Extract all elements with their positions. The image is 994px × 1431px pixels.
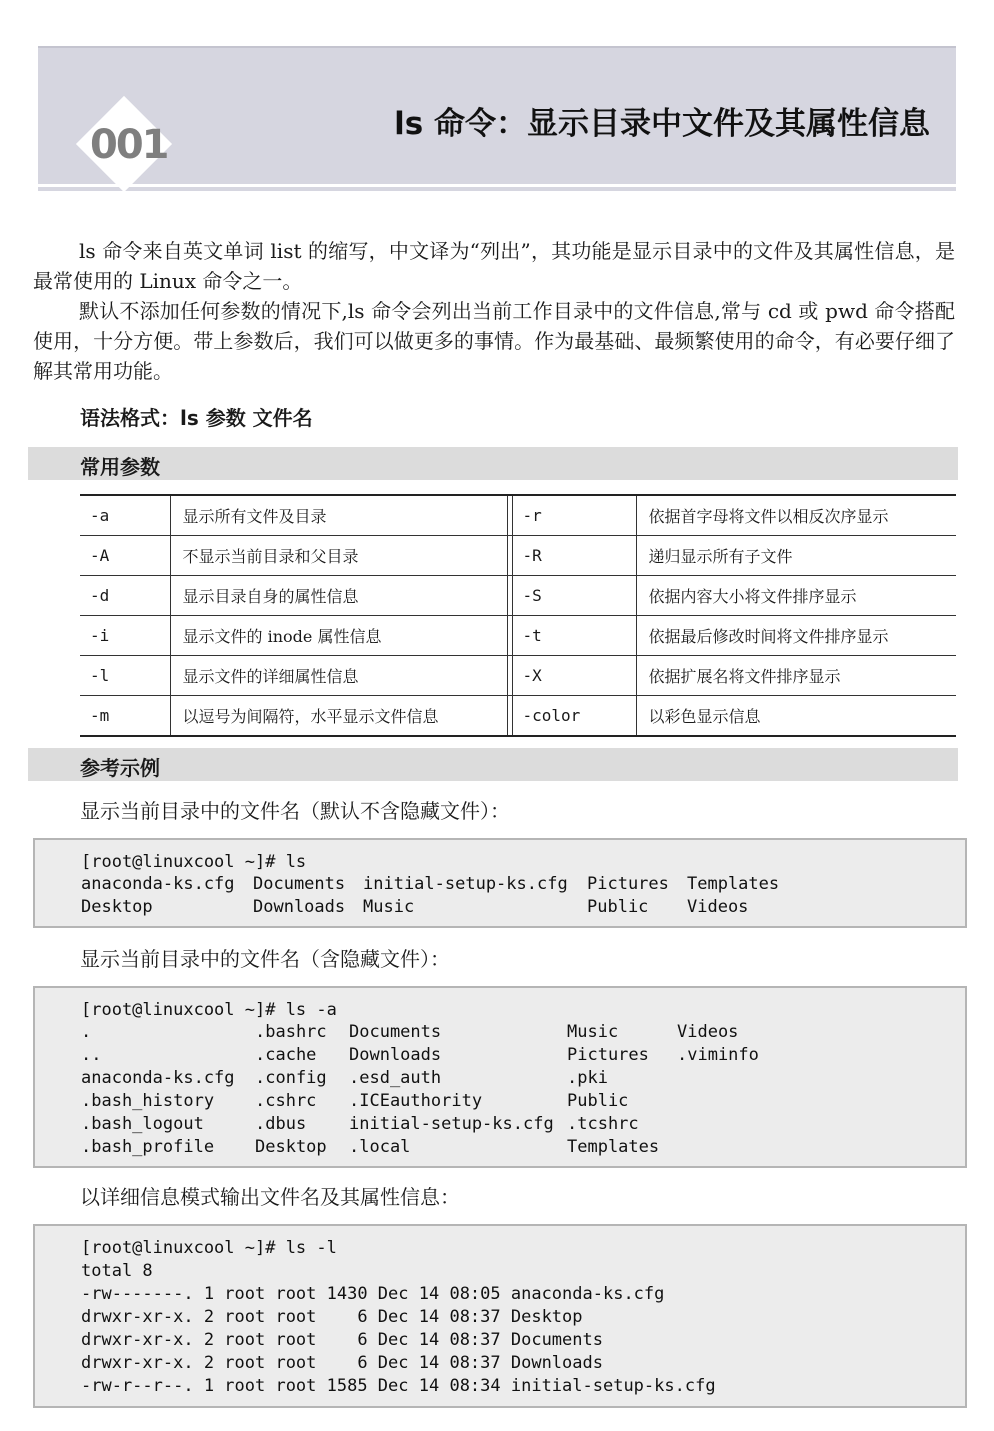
param-description: 依据首字母将文件以相反次序显示 (636, 495, 956, 536)
intro-text (33, 236, 955, 386)
param-description: 依据内容大小将文件排序显示 (636, 576, 956, 616)
param-description: 依据扩展名将文件排序显示 (636, 656, 956, 696)
listing-line: drwxr-xr-x. 2 root root 6 Dec 14 08:37 Documents (81, 1330, 603, 1350)
file-entry: Videos (677, 1022, 739, 1042)
file-entry: .bash_profile (81, 1137, 215, 1157)
example-1-code (33, 838, 967, 928)
file-entry: .esd_auth (349, 1068, 442, 1088)
file-entry: Downloads (349, 1045, 442, 1065)
file-entry: anaconda-ks.cfg (81, 1068, 235, 1088)
param-description: 显示目录自身的属性信息 (170, 576, 507, 616)
file-entry: Documents (349, 1022, 442, 1042)
listing-line: total 8 (81, 1261, 153, 1281)
params-section-title: 常用参数 (80, 455, 160, 479)
param-option: -m (80, 696, 170, 737)
file-entry: .config (255, 1068, 327, 1088)
example-3-prompt: [root@linuxcool ~]# ls -l (81, 1238, 337, 1258)
file-entry: Public (587, 897, 649, 917)
file-entry: Desktop (255, 1137, 327, 1157)
file-entry: .cache (255, 1045, 317, 1065)
file-entry: . (81, 1022, 92, 1042)
param-description: 显示所有文件及目录 (170, 495, 507, 536)
file-entry: Pictures (567, 1045, 649, 1065)
listing-line: -rw-------. 1 root root 1430 Dec 14 08:05 anaconda-ks.cfg (81, 1284, 665, 1304)
param-option: -A (80, 536, 170, 576)
param-description: 以彩色显示信息 (636, 696, 956, 737)
param-row (80, 536, 956, 576)
example-2-label: 显示当前目录中的文件名（含隐藏文件）： (80, 947, 450, 971)
param-row (80, 616, 956, 656)
param-description: 显示文件的详细属性信息 (170, 656, 507, 696)
param-row (80, 576, 956, 616)
file-entry: .viminfo (677, 1045, 759, 1065)
param-description: 递归显示所有子文件 (636, 536, 956, 576)
param-row (80, 495, 956, 536)
example-3-code (33, 1224, 967, 1408)
file-entry: .local (349, 1137, 411, 1157)
param-option: -S (512, 576, 636, 616)
file-entry: Videos (687, 897, 749, 917)
file-entry: .dbus (255, 1114, 307, 1134)
examples-section-title: 参考示例 (80, 756, 160, 780)
param-option: -i (80, 616, 170, 656)
param-description: 以逗号为间隔符，水平显示文件信息 (170, 696, 507, 737)
file-entry: Downloads (253, 897, 346, 917)
file-entry: anaconda-ks.cfg (81, 874, 235, 894)
param-option: -r (512, 495, 636, 536)
file-entry: Music (363, 897, 415, 917)
section-number: 001 (90, 122, 168, 168)
intro-paragraph-1: ls 命令来自英文单词 list 的缩写，中文译为“列出”，其功能是显示目录中的文件及其属性信息，是最常使用的 Linux 命令之一。 (33, 239, 955, 293)
page-title: ls 命令：显示目录中文件及其属性信息 (394, 106, 930, 142)
file-entry: Templates (567, 1137, 660, 1157)
file-entry: .. (81, 1045, 102, 1065)
file-entry: Pictures (587, 874, 669, 894)
syntax-line: 语法格式：ls 参数 文件名 (80, 406, 313, 430)
file-entry: .pki (567, 1068, 608, 1088)
param-option: -R (512, 536, 636, 576)
header-underline (38, 187, 956, 191)
file-entry: .bash_history (81, 1091, 215, 1111)
param-option: -a (80, 495, 170, 536)
params-table (80, 494, 956, 737)
params-section-bar (28, 447, 958, 480)
file-entry: Public (567, 1091, 629, 1111)
examples-section-bar (28, 748, 958, 781)
file-entry: initial-setup-ks.cfg (363, 874, 568, 894)
file-entry: Desktop (81, 897, 153, 917)
param-description: 显示文件的 inode 属性信息 (170, 616, 507, 656)
example-2-code (33, 986, 967, 1168)
file-entry: .cshrc (255, 1091, 317, 1111)
file-entry: initial-setup-ks.cfg (349, 1114, 554, 1134)
file-entry: Templates (687, 874, 780, 894)
param-option: -t (512, 616, 636, 656)
param-description: 不显示当前目录和父目录 (170, 536, 507, 576)
file-entry: .ICEauthority (349, 1091, 483, 1111)
listing-line: drwxr-xr-x. 2 root root 6 Dec 14 08:37 Downloads (81, 1353, 603, 1373)
param-option: -color (512, 696, 636, 737)
intro-paragraph-2: 默认不添加任何参数的情况下,ls 命令会列出当前工作目录中的文件信息,常与 cd 或 pwd 命令搭配使用，十分方便。带上参数后，我们可以做更多的事情。作为最基础、最频繁使用的命令，有必要仔细了解其常用功能。 (33, 299, 955, 383)
file-entry: Music (567, 1022, 619, 1042)
param-description: 依据最后修改时间将文件排序显示 (636, 616, 956, 656)
param-row (80, 656, 956, 696)
example-1-label: 显示当前目录中的文件名（默认不含隐藏文件）： (80, 799, 510, 823)
file-entry: .tcshrc (567, 1114, 639, 1134)
param-option: -X (512, 656, 636, 696)
param-row (80, 696, 956, 737)
file-entry: .bashrc (255, 1022, 327, 1042)
example-3-label: 以详细信息模式输出文件名及其属性信息： (80, 1185, 460, 1209)
example-1-prompt: [root@linuxcool ~]# ls (81, 852, 307, 872)
listing-line: -rw-r--r--. 1 root root 1585 Dec 14 08:34 initial-setup-ks.cfg (81, 1376, 716, 1396)
example-2-prompt: [root@linuxcool ~]# ls -a (81, 1000, 337, 1020)
param-option: -d (80, 576, 170, 616)
listing-line: drwxr-xr-x. 2 root root 6 Dec 14 08:37 Desktop (81, 1307, 583, 1327)
chapter-header (38, 46, 956, 196)
file-entry: .bash_logout (81, 1114, 204, 1134)
param-option: -l (80, 656, 170, 696)
file-entry: Documents (253, 874, 346, 894)
